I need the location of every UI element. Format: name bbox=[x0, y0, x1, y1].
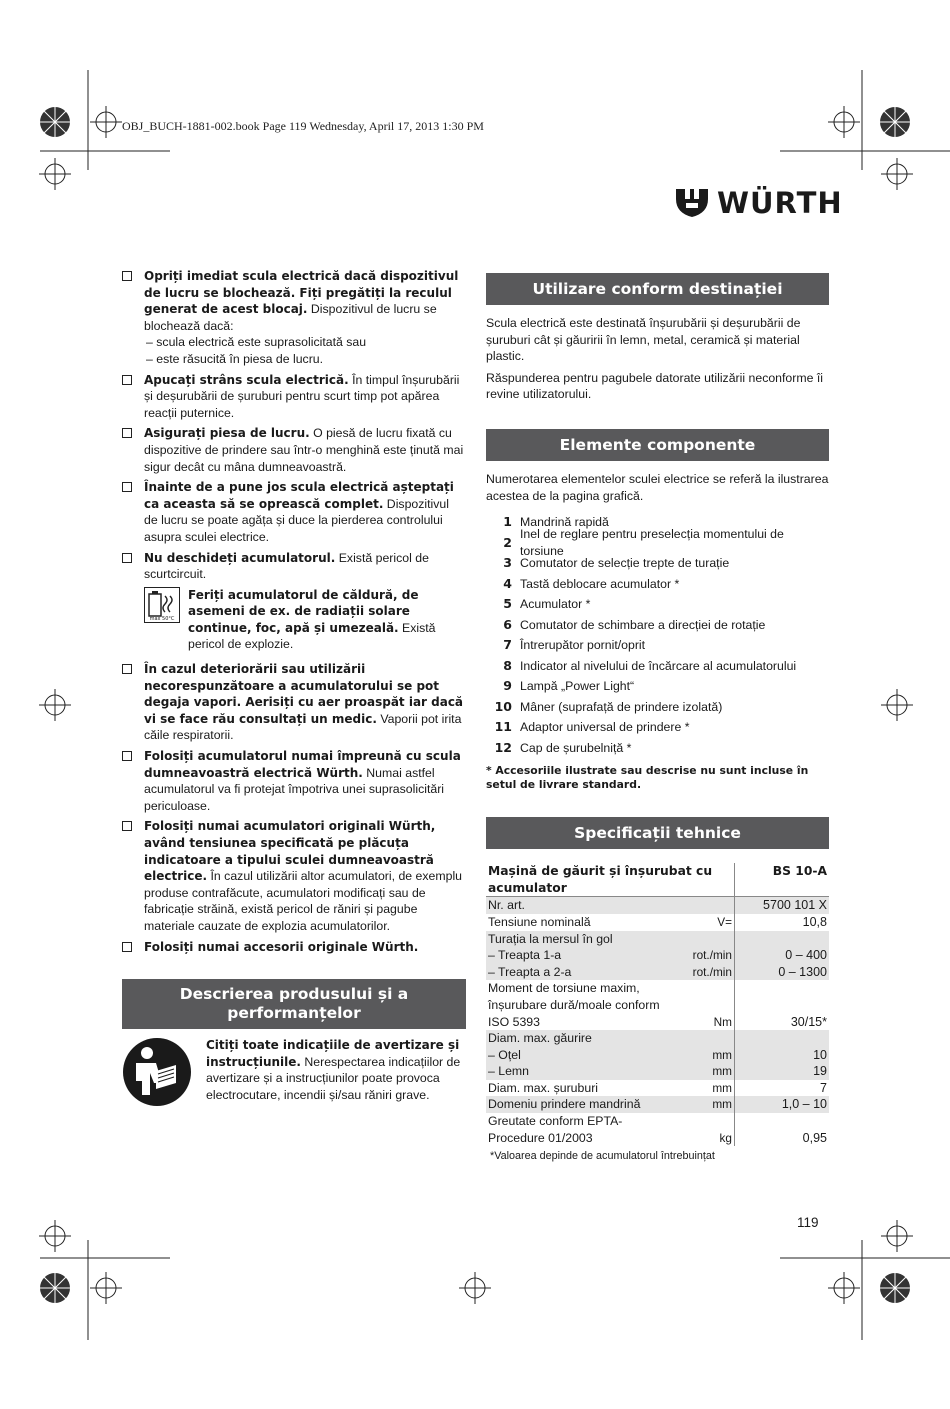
bullet-body-text: Dispozitivul de lucru se blochează dacă: bbox=[144, 302, 437, 333]
bullet-bold-text: Înainte de a pune jos scula electrică așteptați ca aceasta să se oprească complet. bbox=[144, 480, 454, 511]
section-title-product-description: Descrierea produsului și a performanțelor bbox=[122, 979, 466, 1029]
spec-value: 0 – 400 0 – 1300 bbox=[735, 931, 830, 981]
component-label: Cap de șurubelniță * bbox=[520, 740, 632, 755]
bullet-item bbox=[122, 425, 466, 475]
bullet-body-text: În cazul utilizării altor acumulatori, de exemplu produse contrafăcute, acumulatori modificați sau de fabricație străină, există pericol de răniri și pagube materiale cauzate de explozia acumulatorilor. bbox=[144, 869, 463, 933]
bullet-bold-text: Apucați strâns scula electrică. bbox=[144, 372, 349, 387]
bullet-item bbox=[122, 372, 466, 422]
bullet-bold-text: Nu deschideți acumulatorul. bbox=[144, 550, 336, 565]
safety-bullets-2 bbox=[122, 661, 466, 955]
components-list bbox=[486, 512, 829, 758]
component-number: 2 bbox=[503, 534, 512, 550]
usage-paragraph-1: Scula electrică este destinată înșurubării și deșurubării de șuruburi cât și găuririi în lemn, metal, ceramică și material plastic. bbox=[486, 316, 801, 364]
spec-value: 1,0 – 10 bbox=[735, 1096, 830, 1113]
component-item bbox=[486, 656, 829, 677]
bullet-item bbox=[122, 939, 466, 956]
component-item bbox=[486, 676, 829, 697]
component-label: Inel de reglare pentru preselecția momentului de torsiune bbox=[520, 527, 784, 558]
spec-row bbox=[486, 914, 829, 931]
checkbox-bullet-icon bbox=[122, 482, 132, 492]
spec-footnote: *Valoarea depinde de acumulatorul întrebuințat bbox=[490, 1150, 715, 1163]
component-number: 1 bbox=[503, 514, 512, 530]
spec-row bbox=[486, 897, 829, 914]
spec-label: Moment de torsiune maxim, înșurubare dură/moale conform ISO 5393 bbox=[488, 981, 660, 1029]
component-item bbox=[486, 527, 829, 558]
bullet-item bbox=[122, 818, 466, 934]
component-number: 12 bbox=[494, 739, 512, 755]
bullet-item bbox=[122, 550, 466, 583]
spec-header-model: BS 10-A bbox=[735, 863, 830, 897]
spec-row bbox=[486, 980, 829, 1030]
bullet-item bbox=[122, 748, 466, 814]
spec-label: Diam. max. șuruburi bbox=[488, 1080, 599, 1095]
checkbox-bullet-icon bbox=[122, 751, 132, 761]
bullet-sub-item: – este răsucită în piesa de lucru. bbox=[146, 351, 324, 366]
component-number: 9 bbox=[503, 678, 512, 694]
battery-warning-bold: Feriți acumulatorul de căldură, de asemeni de ex. de radiații solare continue, foc, apă și umezeală. bbox=[188, 587, 419, 635]
spec-value: 10,8 bbox=[735, 914, 830, 931]
section-title-usage: Utilizare conform destinației bbox=[486, 273, 829, 305]
read-manual-icon bbox=[122, 1037, 192, 1107]
checkbox-bullet-icon bbox=[122, 942, 132, 952]
spec-header-row bbox=[486, 863, 829, 897]
spec-unit: Nm bbox=[713, 1014, 732, 1029]
spec-value: 10 19 bbox=[735, 1030, 830, 1080]
checkbox-bullet-icon bbox=[122, 553, 132, 563]
component-number: 8 bbox=[503, 657, 512, 673]
safety-bullets-1 bbox=[122, 268, 466, 583]
component-number: 11 bbox=[494, 719, 512, 735]
component-number: 6 bbox=[503, 616, 512, 632]
battery-warning-text bbox=[188, 587, 466, 653]
wurth-logo-icon bbox=[675, 187, 709, 219]
brand-wordmark: WÜRTH bbox=[717, 186, 843, 220]
battery-warning bbox=[144, 587, 466, 653]
read-instructions-text bbox=[206, 1037, 466, 1107]
spec-unit: mm bbox=[712, 1097, 732, 1112]
component-label: Indicator al nivelului de încărcare al acumulatorului bbox=[520, 658, 797, 673]
component-item bbox=[486, 717, 829, 738]
component-item bbox=[486, 635, 829, 656]
spec-row bbox=[486, 1113, 829, 1146]
component-item bbox=[486, 697, 829, 718]
bullet-bold-text: În cazul deteriorării sau utilizării necorespunzătoare a acumulatorului se pot degaja vapori. Aerisiți cu aer proaspăt iar dacă vi se face rău consultați un medic. bbox=[144, 662, 464, 726]
component-item bbox=[486, 574, 829, 595]
bullet-body-text: În timpul înșurubării și deșurubării de șuruburi pentru scurt timp pot apărea reacții puternice. bbox=[144, 372, 460, 420]
spec-unit: mm bbox=[712, 1080, 732, 1095]
spec-unit: mm mm bbox=[712, 1047, 732, 1079]
components-footnote: * Accesoriile ilustrate sau descrise nu sunt incluse în setul de livrare standard. bbox=[486, 764, 809, 791]
component-label: Adaptor universal de prindere * bbox=[520, 720, 690, 735]
spec-label: Diam. max. găurire – Oțel – Lemn bbox=[488, 1031, 592, 1079]
checkbox-bullet-icon bbox=[122, 664, 132, 674]
component-label: Tastă deblocare acumulator * bbox=[520, 576, 680, 591]
spec-value: 30/15* bbox=[735, 980, 830, 1030]
spec-row bbox=[486, 1096, 829, 1113]
bullet-body-text: Există pericol de scurtcircuit. bbox=[144, 550, 429, 582]
checkbox-bullet-icon bbox=[122, 271, 132, 281]
spec-label: Tensiune nominală bbox=[488, 914, 591, 929]
spec-row bbox=[486, 1080, 829, 1097]
component-label: Lampă „Power Light“ bbox=[520, 679, 635, 694]
right-column bbox=[486, 273, 829, 1165]
left-column bbox=[122, 268, 466, 1107]
bullet-item bbox=[122, 268, 466, 368]
component-item bbox=[486, 594, 829, 615]
spec-label: Domeniu prindere mandrină bbox=[488, 1097, 641, 1112]
spec-unit: V= bbox=[717, 914, 732, 929]
spec-label: Nr. art. bbox=[488, 898, 525, 913]
checkbox-bullet-icon bbox=[122, 428, 132, 438]
spec-row bbox=[486, 1030, 829, 1080]
bullet-item bbox=[122, 661, 466, 744]
component-item bbox=[486, 615, 829, 636]
bullet-bold-text: Folosiți numai accesorii originale Würth. bbox=[144, 939, 419, 954]
component-number: 5 bbox=[503, 596, 512, 612]
component-number: 4 bbox=[503, 575, 512, 591]
usage-paragraph-2: Răspunderea pentru pagubele datorate utilizării neconforme îi revine utilizatorului. bbox=[486, 370, 824, 402]
bullet-body-text: Dispozitivul de lucru se poate agăța și duce la pierderea controlului asupra sculei electrice. bbox=[144, 496, 449, 544]
spec-unit bbox=[674, 897, 735, 914]
spec-value: 0,95 bbox=[735, 1113, 830, 1146]
spec-table bbox=[486, 863, 829, 1146]
spec-unit: rot./min rot./min bbox=[692, 948, 732, 979]
read-instructions-block bbox=[122, 1037, 466, 1107]
spec-unit: kg bbox=[719, 1130, 732, 1145]
battery-heat-warning-icon bbox=[144, 587, 180, 623]
bullet-item bbox=[122, 479, 466, 545]
spec-value: 7 bbox=[735, 1080, 830, 1097]
brand-logo bbox=[675, 186, 843, 220]
component-label: Acumulator * bbox=[520, 597, 591, 612]
bullet-body-text: O piesă de lucru fixată cu dispozitive de prindere sau într-o menghină este ținută mai sigur decât cu mâna dumneavoastră. bbox=[144, 426, 464, 474]
bullet-bold-text: Opriți imediat scula electrică dacă dispozitivul de lucru se blochează. Fiți pregătiți la reculul generat de acest blocaj. bbox=[144, 269, 459, 317]
checkbox-bullet-icon bbox=[122, 375, 132, 385]
read-instructions-body: Nerespectarea indicațiilor de avertizare și a instrucțiunilor poate provoca electrocutare, incendii și/sau răniri grave. bbox=[206, 1054, 461, 1102]
components-intro: Numerotarea elementelor sculei electrice se referă la ilustrarea acestea de la pagina grafică. bbox=[486, 471, 829, 503]
component-item bbox=[486, 738, 829, 759]
checkbox-bullet-icon bbox=[122, 821, 132, 831]
svg-text:max 50°C: max 50°C bbox=[149, 615, 175, 622]
section-title-components: Elemente componente bbox=[486, 429, 829, 461]
component-number: 10 bbox=[494, 698, 512, 714]
spec-label: Turația la mersul în gol – Treapta 1-a – Treapta a 2-a bbox=[488, 931, 613, 979]
spec-label: Greutate conform EPTA-Procedure 01/2003 bbox=[488, 1114, 623, 1145]
component-number: 3 bbox=[503, 555, 512, 571]
component-label: Mandrină rapidă bbox=[520, 515, 609, 530]
component-label: Comutator de selecție trepte de turație bbox=[520, 556, 730, 571]
bullet-body-text: Numai astfel acumulatorul va fi protejat împotriva unei suprasolicitări periculoase. bbox=[144, 765, 445, 813]
bullet-bold-text: Asigurați piesa de lucru. bbox=[144, 426, 310, 441]
read-instructions-bold: Citiți toate indicațiile de avertizare și instrucțiunile. bbox=[206, 1038, 460, 1069]
book-header-line: OBJ_BUCH-1881-002.book Page 119 Wednesday, April 17, 2013 1:30 PM bbox=[122, 119, 484, 133]
battery-warning-body: Există pericol de explozie. bbox=[188, 620, 436, 652]
spec-value: 5700 101 X bbox=[735, 897, 830, 914]
component-label: Comutator de schimbare a direcției de rotație bbox=[520, 617, 766, 632]
bullet-body-text: Vaporii pot irita căile respiratorii. bbox=[144, 711, 462, 743]
component-label: Întrerupător pornit/oprit bbox=[520, 638, 646, 653]
bullet-sub-item: – scula electrică este suprasolicitată sau bbox=[146, 335, 367, 350]
component-label: Mâner (suprafață de prindere izolată) bbox=[520, 699, 723, 714]
bullet-bold-text: Folosiți acumulatorul numai împreună cu scula dumneavoastră electrică Würth. bbox=[144, 749, 461, 780]
section-title-specs: Specificații tehnice bbox=[486, 817, 829, 849]
component-number: 7 bbox=[503, 637, 512, 653]
bullet-bold-text: Folosiți numai acumulatori originali Würth, având tensiunea specificată pe plăcuța indicatoare a tipului sculei dumneavoastră electrice. bbox=[144, 819, 436, 884]
page-number: 119 bbox=[797, 1215, 819, 1230]
spec-header-label: Mașină de găurit și înșurubat cu acumulator bbox=[486, 863, 735, 897]
spec-row bbox=[486, 931, 829, 981]
